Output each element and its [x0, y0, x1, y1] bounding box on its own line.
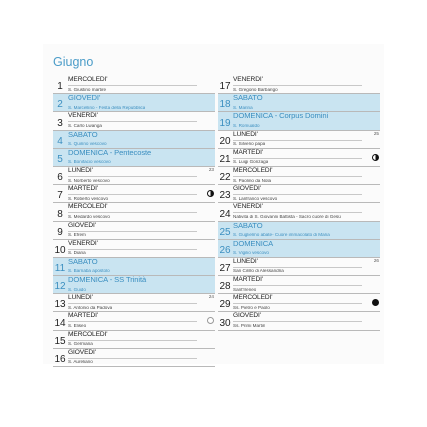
day-number: 29: [219, 299, 231, 311]
saint-of-day: S. Norberto vescovo: [68, 178, 110, 183]
saint-of-day: Natività di S. Giovanni Battista - Sacro cuore di Gesù: [233, 214, 341, 219]
day-number: 23: [219, 190, 231, 202]
day-number: 26: [219, 244, 231, 256]
weekday-divider: [233, 303, 362, 304]
day-row: [53, 222, 215, 240]
saint-of-day: S. Carlo Lwanga: [68, 123, 102, 128]
day-row: [53, 349, 215, 367]
saint-of-day: S. Romualdo: [233, 123, 260, 128]
weekday-divider: [68, 194, 197, 195]
day-number: 10: [54, 244, 66, 256]
day-row: [218, 167, 380, 185]
day-row: [218, 222, 380, 240]
day-row: [218, 258, 380, 276]
weekday-label: SABATO: [68, 256, 98, 266]
weekday-label: MARTEDI': [233, 148, 264, 156]
saint-of-day: S. Guglielmo abate- Cuore immacolato di Maria: [233, 233, 330, 238]
weekday-label: MERCOLEDI': [68, 203, 108, 211]
saint-of-day: S. Roberto vescovo: [68, 196, 109, 201]
weekday-label: MARTEDI': [68, 312, 99, 320]
day-row: [218, 203, 380, 221]
weekday-divider: [68, 231, 197, 232]
saint-of-day: S. Luigi Gonzaga: [233, 160, 269, 165]
saint-of-day: Ss. Primi Martiri: [233, 324, 266, 329]
saint-of-day: Ss. Pietro e Paolo: [233, 305, 270, 310]
day-row: [218, 185, 380, 203]
week-number: 23: [208, 166, 214, 172]
weekday-label: SABATO: [68, 129, 98, 139]
moon-phase-full-icon: [207, 317, 214, 324]
weekday-divider: [68, 212, 197, 213]
day-row: [218, 294, 380, 312]
day-number: 21: [219, 153, 231, 165]
saint-of-day: S. Silverio papa: [233, 142, 266, 147]
day-number: 13: [54, 299, 66, 311]
weekday-label: VENERDI': [233, 76, 263, 83]
day-number: 11: [54, 263, 66, 275]
day-row: [53, 312, 215, 330]
day-row: [53, 294, 215, 312]
day-number: 8: [57, 208, 63, 220]
weekday-label: LUNEDI': [233, 130, 258, 138]
weekday-label: GIOVEDI': [233, 312, 261, 320]
weekday-divider: [233, 158, 362, 159]
right-day-column: [218, 76, 380, 331]
weekday-divider: [233, 194, 362, 195]
weekday-divider: [68, 321, 197, 322]
weekday-label: VENERDI': [68, 112, 98, 120]
saint-of-day: S. Quirino vescovo: [68, 142, 107, 147]
weekday-divider: [233, 267, 362, 268]
saint-of-day: S. Giustino martire: [68, 87, 107, 92]
weekday-divider: [68, 85, 197, 86]
day-row: [218, 94, 380, 112]
day-number: 22: [219, 172, 231, 184]
day-number: 7: [57, 190, 63, 202]
week-number: 26: [373, 257, 379, 263]
saint-of-day: S. Germana: [68, 342, 93, 347]
day-row: [218, 312, 380, 330]
day-row: [53, 258, 215, 276]
saint-of-day: S. Gregorio Barbarigo: [233, 87, 278, 92]
weekday-label: GIOVEDI': [233, 185, 261, 193]
day-number: 27: [219, 263, 231, 275]
saint-of-day: S. Barnaba apostolo: [68, 269, 110, 274]
weekday-label: LUNEDI': [68, 294, 93, 302]
weekday-divider: [233, 176, 362, 177]
day-row: [218, 112, 380, 130]
saint-of-day: S. Lanfranco vescovo: [233, 196, 278, 201]
weekday-label: VENERDI': [68, 239, 98, 247]
day-number: 20: [219, 135, 231, 147]
saint-of-day: S. Aureliano: [68, 360, 93, 365]
weekday-divider: [68, 176, 197, 177]
weekday-divider: [233, 85, 362, 86]
weekday-label: MARTEDI': [68, 185, 99, 193]
saint-of-day: S. Vigilio vescovo: [233, 251, 269, 256]
weekday-divider: [233, 140, 362, 141]
day-row: [218, 240, 380, 258]
weekday-label: SABATO: [233, 93, 263, 103]
day-row: [53, 94, 215, 112]
weekday-label: GIOVEDI': [68, 93, 101, 103]
moon-phase-half-icon: [372, 154, 379, 161]
day-row: [53, 203, 215, 221]
saint-of-day: San Cirillo di Alessandria: [233, 269, 284, 274]
day-row: [53, 112, 215, 130]
day-row: [218, 76, 380, 94]
weekday-label: MERCOLEDI': [233, 166, 273, 174]
day-number: 18: [219, 99, 231, 111]
weekday-label: GIOVEDI': [68, 221, 96, 229]
saint-of-day: S. Marcellino - Festa della Repubblica: [68, 105, 146, 110]
weekday-divider: [68, 340, 197, 341]
saint-of-day: S. Antonio da Padova: [68, 305, 113, 310]
weekday-label: DOMENICA - Pentecoste: [68, 147, 152, 157]
weekday-divider: [68, 358, 197, 359]
weekday-label: VENERDI': [233, 203, 263, 211]
day-number: 5: [57, 153, 63, 165]
weekday-label: DOMENICA - Corpus Domini: [233, 111, 329, 121]
moon-phase-half-icon: [207, 190, 214, 197]
day-row: [53, 240, 215, 258]
weekday-label: MERCOLEDI': [68, 330, 108, 338]
day-number: 6: [57, 172, 63, 184]
week-number: 24: [208, 294, 214, 300]
saint-of-day: S. Paolino da Nola: [233, 178, 272, 183]
day-number: 2: [57, 99, 63, 111]
day-row: [53, 276, 215, 294]
weekday-divider: [233, 212, 362, 213]
day-number: 17: [219, 81, 231, 93]
weekday-divider: [68, 249, 197, 250]
day-number: 15: [54, 335, 66, 347]
weekday-divider: [68, 121, 197, 122]
day-row: [53, 167, 215, 185]
saint-of-day: S. Marina: [233, 105, 253, 110]
saint-of-day: S. Bonifacio vescovo: [68, 160, 111, 165]
weekday-label: DOMENICA: [233, 238, 274, 248]
week-number: 25: [373, 130, 379, 136]
weekday-label: LUNEDI': [68, 166, 93, 174]
moon-phase-new-icon: [372, 299, 379, 306]
saint-of-day: S. Diana: [68, 251, 86, 256]
day-row: [53, 131, 215, 149]
day-row: [53, 76, 215, 94]
day-number: 25: [219, 226, 231, 238]
day-number: 30: [219, 317, 231, 329]
weekday-divider: [233, 321, 362, 322]
weekday-label: LUNEDI': [233, 257, 258, 265]
day-row: [53, 185, 215, 203]
saint-of-day: Sant'Ireneo: [233, 287, 257, 292]
weekday-label: SABATO: [233, 220, 263, 230]
day-row: [218, 149, 380, 167]
saint-of-day: S. Efrem: [68, 233, 86, 238]
day-row: [218, 131, 380, 149]
day-number: 16: [54, 354, 66, 365]
day-row: [218, 276, 380, 294]
day-number: 24: [219, 208, 231, 220]
weekday-label: MERCOLEDI': [68, 76, 108, 83]
weekday-label: MERCOLEDI': [233, 294, 273, 302]
day-number: 4: [57, 135, 63, 147]
weekday-divider: [233, 285, 362, 286]
saint-of-day: S. Eliseo: [68, 324, 87, 329]
weekday-label: DOMENICA - SS Trinità: [68, 275, 147, 285]
day-number: 12: [54, 281, 66, 293]
month-title: Giugno: [53, 55, 94, 69]
day-number: 3: [57, 117, 63, 129]
day-number: 14: [54, 317, 66, 329]
day-number: 9: [57, 226, 63, 238]
left-day-column: [53, 76, 215, 367]
day-number: 28: [219, 281, 231, 293]
weekday-label: MARTEDI': [233, 276, 264, 284]
day-row: [53, 149, 215, 167]
saint-of-day: S. Guido: [68, 287, 86, 292]
weekday-divider: [68, 303, 197, 304]
day-row: [53, 331, 215, 349]
day-number: 19: [219, 117, 231, 129]
day-number: 1: [57, 81, 63, 93]
weekday-label: GIOVEDI': [68, 348, 96, 356]
saint-of-day: S. Medardo vescovo: [68, 214, 110, 219]
